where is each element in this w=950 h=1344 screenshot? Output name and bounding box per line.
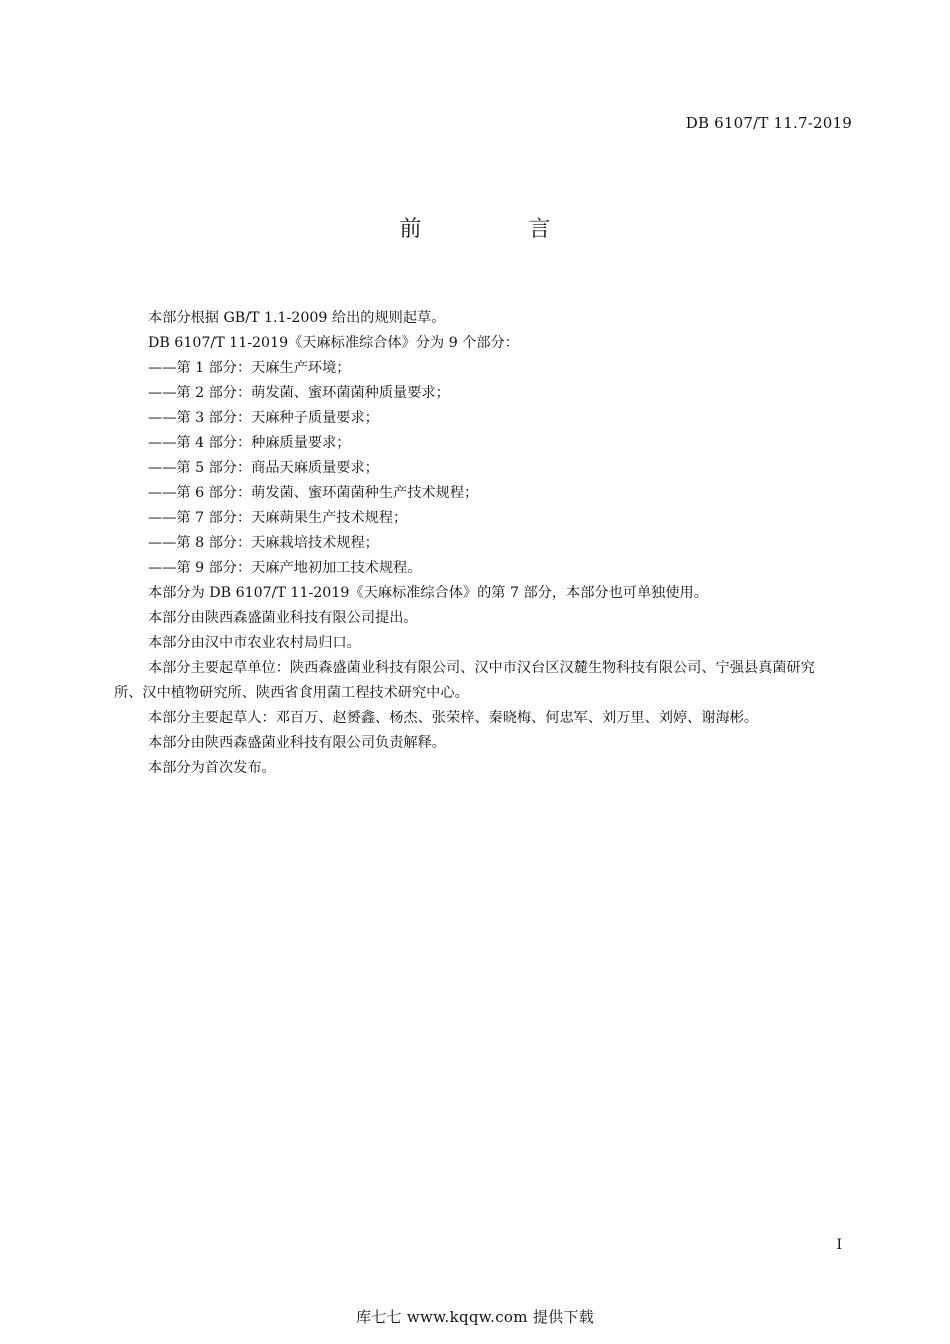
page-number: I <box>836 1237 842 1253</box>
document-code: DB 6107/T 11.7-2019 <box>685 114 852 132</box>
paragraph: 本部分由陕西森盛菌业科技有限公司提出。 <box>148 610 418 626</box>
list-item: ——第 7 部分：天麻蒴果生产技术规程； <box>148 510 408 526</box>
list-item: ——第 1 部分：天麻生产环境； <box>148 360 351 376</box>
list-item: ——第 9 部分：天麻产地初加工技术规程。 <box>148 560 422 576</box>
paragraph: 本部分为首次发布。 <box>148 760 276 776</box>
foreword-body <box>114 306 840 781</box>
paragraph: DB 6107/T 11-2019《天麻标准综合体》分为 9 个部分： <box>148 335 519 351</box>
footer-source: 库七七 www.kqqw.com 提供下载 <box>355 1308 595 1326</box>
list-item: ——第 2 部分：萌发菌、蜜环菌菌种质量要求； <box>148 385 450 401</box>
paragraph: 本部分主要起草人：邓百万、赵赟鑫、杨杰、张荣梓、秦晓梅、何忠军、刘万里、刘婷、谢海彬。 <box>148 710 759 726</box>
paragraph: 本部分由陕西森盛菌业科技有限公司负责解释。 <box>148 735 446 751</box>
paragraph: 本部分为 DB 6107/T 11-2019《天麻标准综合体》的第 7 部分，本部分也可单独使用。 <box>148 585 708 601</box>
list-item: ——第 3 部分：天麻种子质量要求； <box>148 410 379 426</box>
list-item: ——第 4 部分：种麻质量要求； <box>148 435 351 451</box>
page-title: 前 言 <box>399 217 601 242</box>
paragraph: 本部分根据 GB/T 1.1-2009 给出的规则起草。 <box>148 310 446 326</box>
list-item: ——第 5 部分：商品天麻质量要求； <box>148 460 379 476</box>
paragraph: 本部分由汉中市农业农村局归口。 <box>148 635 361 651</box>
list-item: ——第 6 部分：萌发菌、蜜环菌菌种生产技术规程； <box>148 485 479 501</box>
paragraph: 本部分主要起草单位：陕西森盛菌业科技有限公司、汉中市汉台区汉麓生物科技有限公司、宁强县真菌研究所、汉中植物研究所、陕西省食用菌工程技术研究中心。 <box>114 660 815 701</box>
list-item: ——第 8 部分：天麻栽培技术规程； <box>148 535 379 551</box>
